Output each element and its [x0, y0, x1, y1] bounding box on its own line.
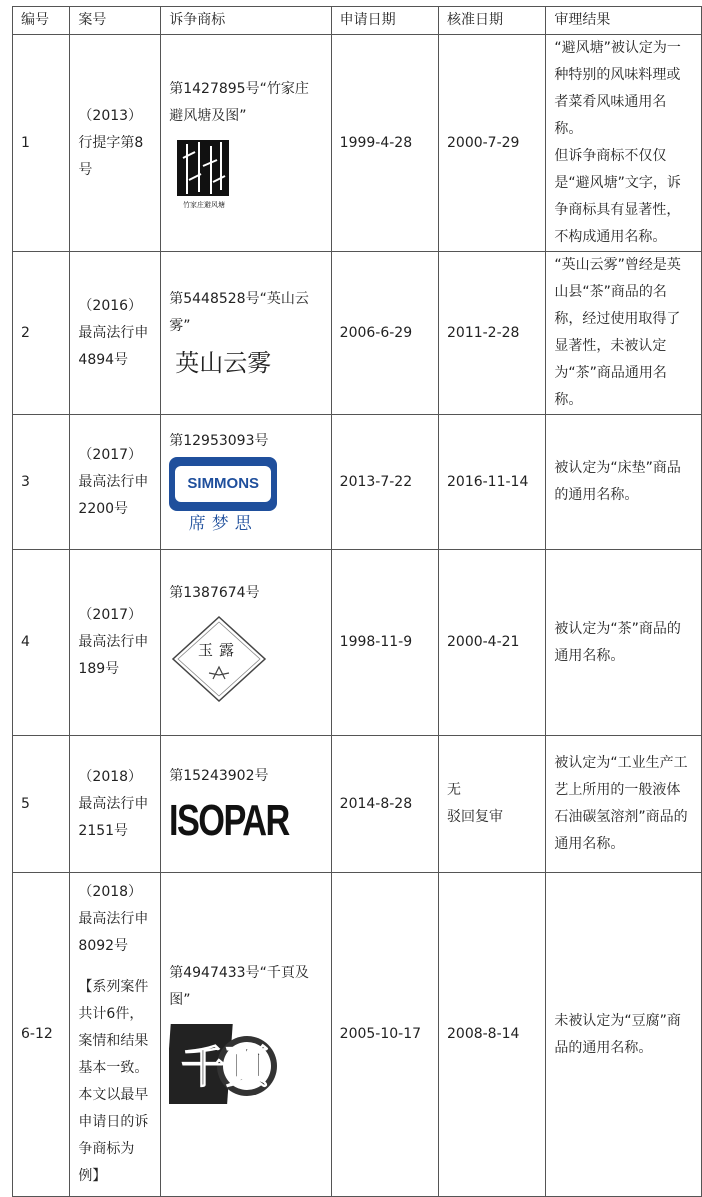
logo-text: 千頁 — [181, 1041, 270, 1093]
trademark-cell — [161, 873, 331, 1197]
table-row — [13, 873, 702, 1197]
trademark-logo-bamboo — [169, 136, 239, 211]
result-text: “英山云雾”曾经是英山县“茶”商品的名称，经过使用取得了显著性，未被认定为“茶”商品通用名称。 — [546, 252, 702, 415]
approve-status: 无 — [447, 782, 461, 798]
case-number: （2016）最高法行申4894号 — [70, 252, 161, 415]
trademark-cell — [161, 550, 331, 736]
result-text: 被认定为“茶”商品的通用名称。 — [546, 550, 702, 736]
header-cell: 编号 — [13, 7, 70, 35]
case-number: （2013）行提字第8号 — [70, 35, 161, 252]
trademark-logo-qianye — [169, 1020, 281, 1110]
logo-sub-text: 席梦思 — [188, 513, 258, 534]
case-cell — [70, 873, 161, 1197]
table-row — [13, 736, 702, 873]
trademark-table — [12, 6, 702, 1197]
logo-caption: 竹家庄避风塘 — [183, 200, 226, 209]
trademark-cell — [161, 35, 331, 252]
header-cell: 申请日期 — [331, 7, 438, 35]
table-row — [13, 252, 702, 415]
approve-date: 2011-2-28 — [439, 252, 546, 415]
apply-date: 1998-11-9 — [331, 550, 438, 736]
trademark-name: 第15243902号 — [169, 767, 269, 784]
result-text: “避风塘”被认定为一种特别的风味料理或者菜肴风味通用名称。 — [554, 40, 681, 137]
apply-date: 2014-8-28 — [331, 736, 438, 873]
row-number: 2 — [13, 252, 70, 415]
row-number: 3 — [13, 415, 70, 550]
table-header-row — [13, 7, 702, 35]
trademark-name: 第4947433号“千頁及图” — [169, 964, 309, 1008]
trademark-name: 第12953093号 — [169, 432, 269, 449]
result-text: 被认定为“床垫”商品的通用名称。 — [546, 415, 702, 550]
trademark-name: 第5448528号“英山云雾” — [169, 291, 309, 334]
apply-date: 2013-7-22 — [331, 415, 438, 550]
logo-brand-text: SIMMONS — [187, 474, 260, 492]
case-number: （2017）最高法行申2200号 — [70, 415, 161, 550]
case-note: 【系列案件共计6件，案情和结果基本一致。本文以最早申请日的诉争商标为例】 — [78, 979, 149, 1184]
table-row — [13, 415, 702, 550]
approve-date: 2000-4-21 — [439, 550, 546, 736]
apply-date: 2005-10-17 — [331, 873, 438, 1197]
result-cell — [546, 35, 702, 252]
trademark-logo-simmons — [169, 457, 277, 537]
trademark-logo-text: 英山云雾 — [175, 349, 272, 377]
approve-date: 2016-11-14 — [439, 415, 546, 550]
row-number: 6-12 — [13, 873, 70, 1197]
trademark-cell — [161, 415, 331, 550]
header-cell: 审理结果 — [546, 7, 702, 35]
approve-cell — [439, 736, 546, 873]
trademark-cell — [161, 736, 331, 873]
result-text: 被认定为“工业生产工艺上所用的一般液体石油碳氢溶剂”商品的通用名称。 — [546, 736, 702, 873]
trademark-name: 第1387674号 — [169, 585, 260, 601]
header-cell: 核准日期 — [439, 7, 546, 35]
table-row — [13, 550, 702, 736]
result-text: 未被认定为“豆腐”商品的通用名称。 — [546, 873, 702, 1197]
apply-date: 1999-4-28 — [331, 35, 438, 252]
approve-date: 2008-8-14 — [439, 873, 546, 1197]
case-number: （2017）最高法行申189号 — [70, 550, 161, 736]
case-number: （2018）最高法行申2151号 — [70, 736, 161, 873]
trademark-logo-isopar: ISOPAR — [169, 795, 289, 845]
row-number: 5 — [13, 736, 70, 873]
header-cell: 案号 — [70, 7, 161, 35]
result-text: 但诉争商标不仅仅是“避风塘”文字，诉争商标具有显著性，不构成通用名称。 — [554, 148, 681, 245]
row-number: 4 — [13, 550, 70, 736]
trademark-logo-diamond — [169, 613, 269, 705]
header-cell: 诉争商标 — [161, 7, 331, 35]
trademark-cell — [161, 252, 331, 415]
row-number: 1 — [13, 35, 70, 252]
case-number: （2018）最高法行申8092号 — [78, 884, 149, 954]
approve-date: 2000-7-29 — [439, 35, 546, 252]
table-row — [13, 35, 702, 252]
approve-status: 驳回复审 — [447, 809, 503, 825]
apply-date: 2006-6-29 — [331, 252, 438, 415]
trademark-name: 第1427895号“竹家庄避风塘及图” — [169, 80, 309, 124]
logo-text: 玉露 — [198, 641, 241, 659]
